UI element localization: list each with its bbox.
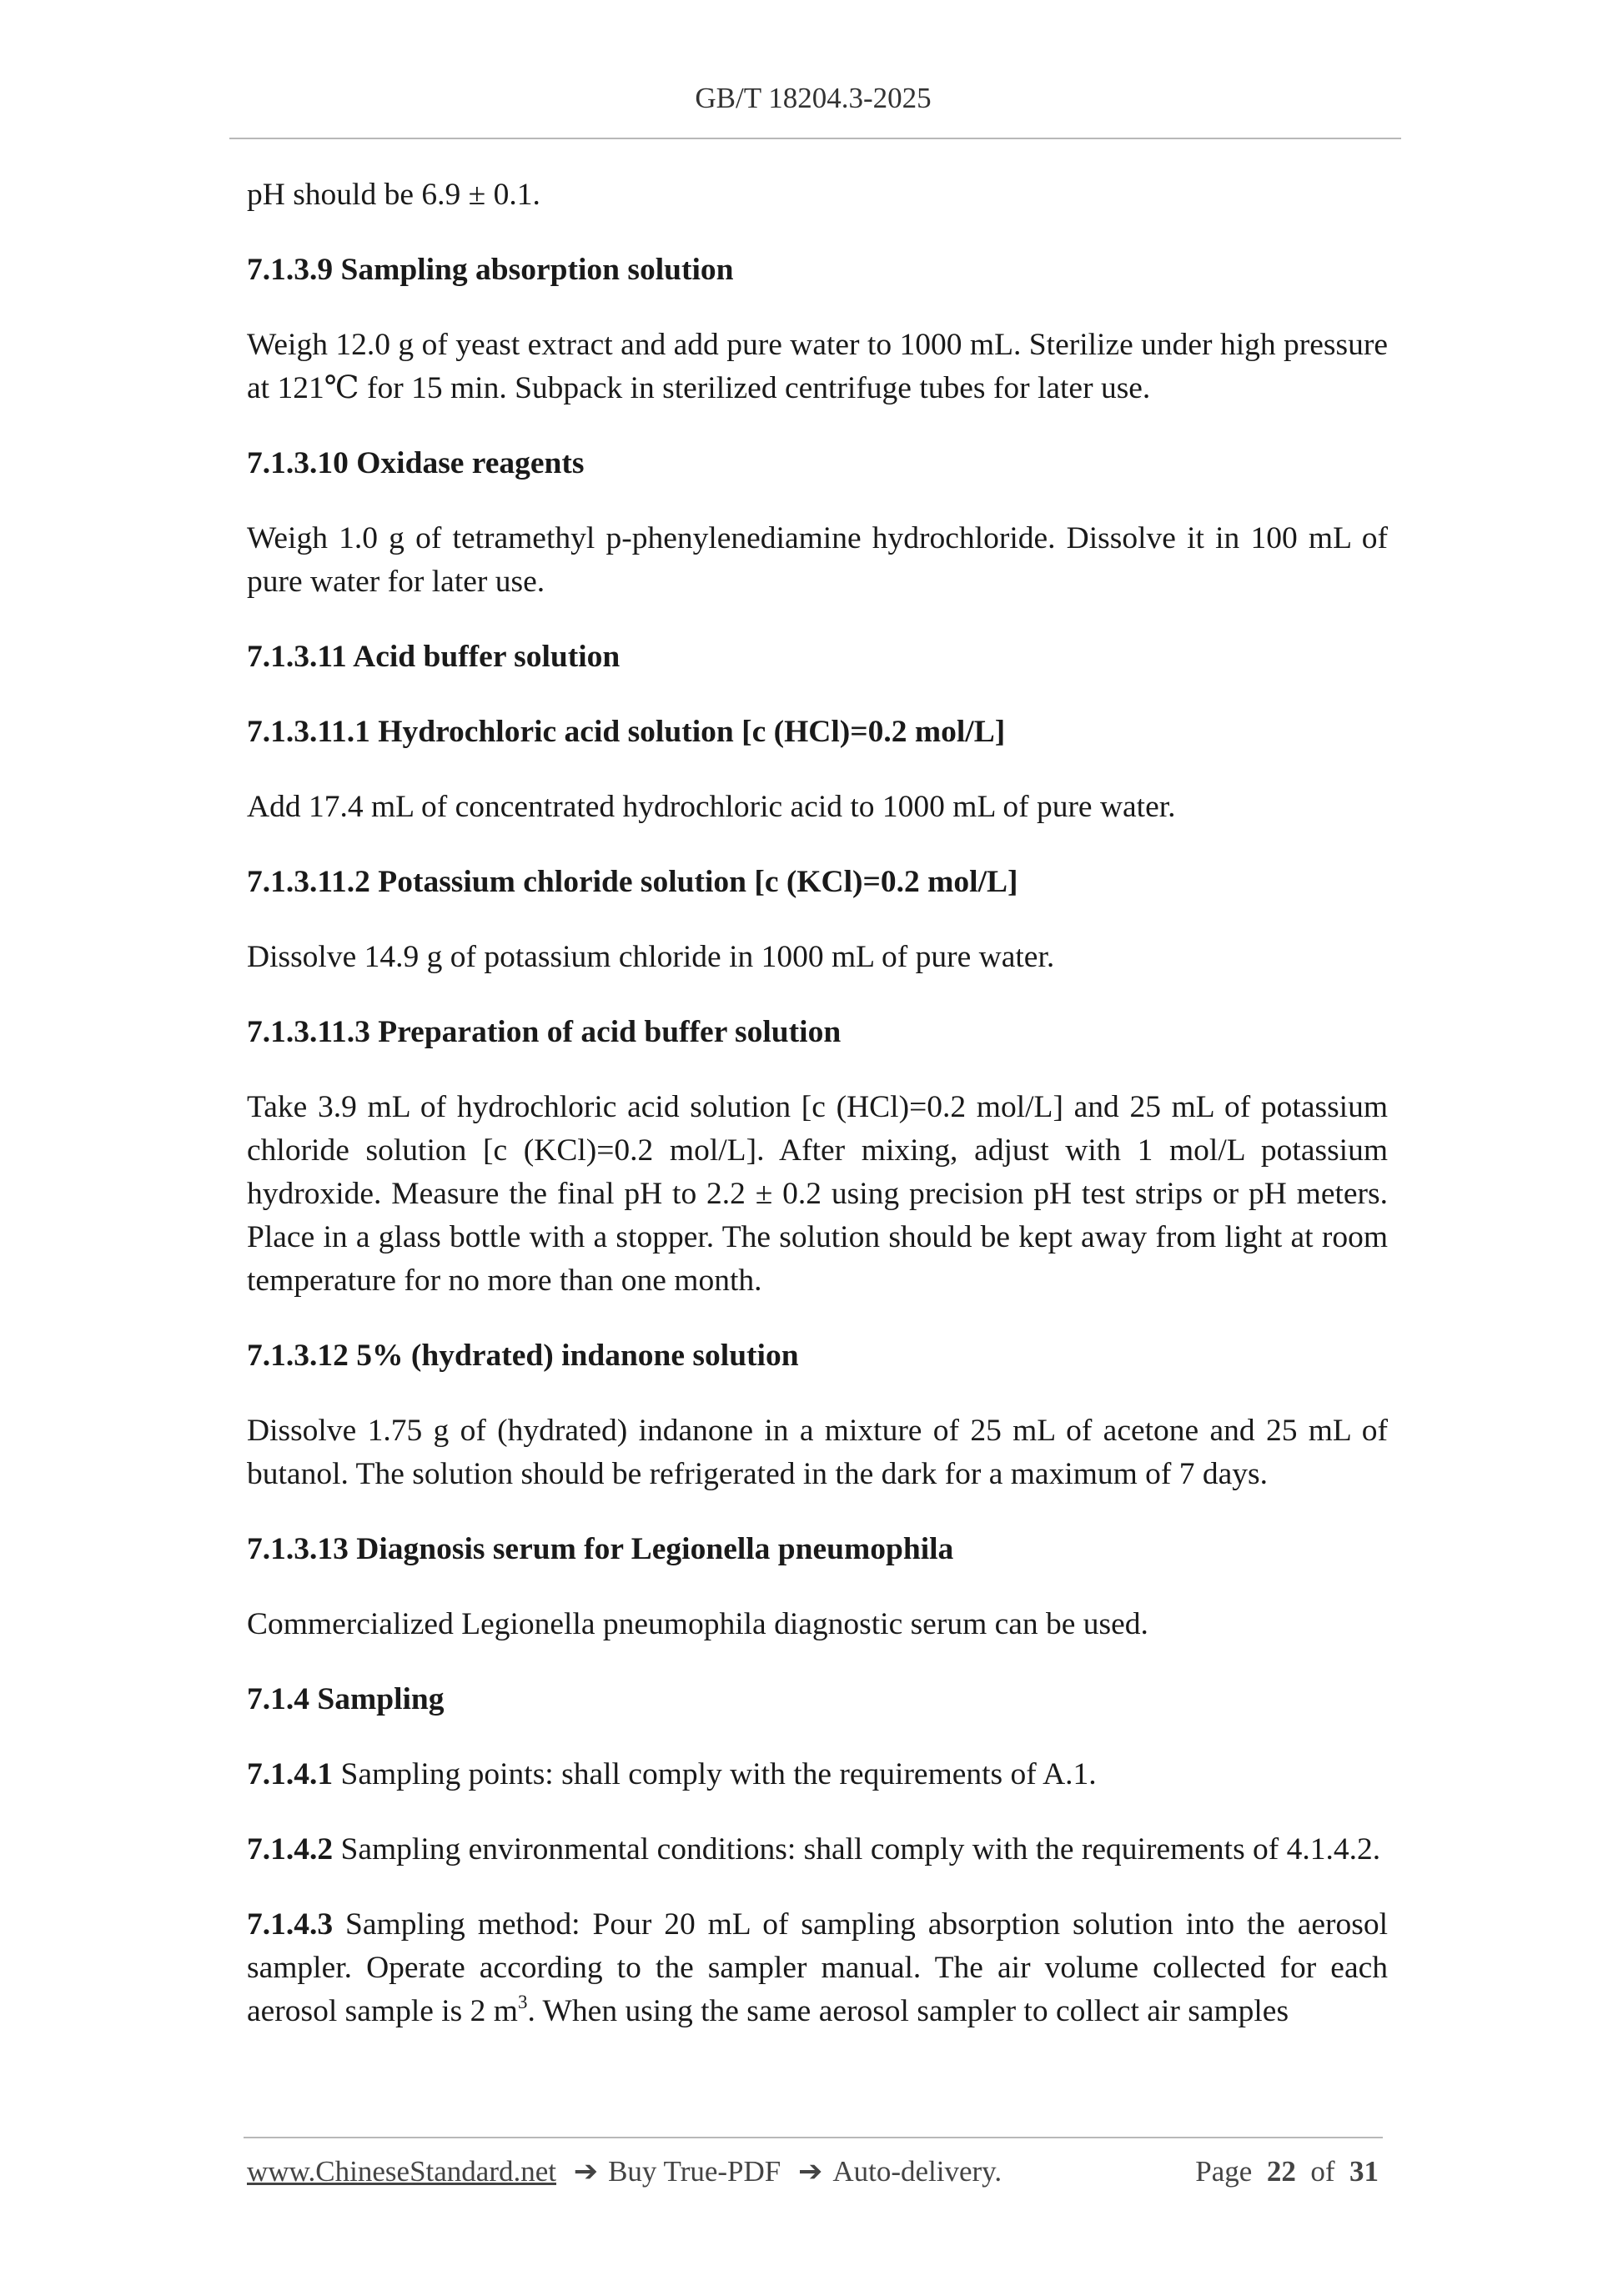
of-label: of: [1310, 2155, 1335, 2188]
clause-number: 7.1.4.2: [247, 1832, 334, 1866]
arrow-right-icon: ➔: [573, 2155, 599, 2188]
clause-7-1-4-1: [247, 1753, 1388, 1796]
page-total: 31: [1349, 2155, 1379, 2188]
clause-text: Sampling points: shall comply with the requirements of A.1.: [333, 1757, 1097, 1791]
auto-delivery-text: Auto-delivery.: [832, 2155, 1002, 2188]
heading-7-1-3-13: 7.1.3.13 Diagnosis serum for Legionella pneumophila: [247, 1532, 954, 1566]
paragraph-7-1-3-12: Dissolve 1.75 g of (hydrated) indanone in a mixture of 25 mL of acetone and 25 mL of butanol. The solution should be refrigerated in the dark for a maximum of 7 days.: [247, 1414, 1388, 1491]
footer-divider: [244, 2137, 1383, 2138]
paragraph-7-1-3-13: Commercialized Legionella pneumophila diagnostic serum can be used.: [247, 1607, 1148, 1641]
heading-7-1-3-11-2: 7.1.3.11.2 Potassium chloride solution [c (KCl)=0.2 mol/L]: [247, 865, 1018, 899]
paragraph-7-1-3-10: Weigh 1.0 g of tetramethyl p-phenylenediamine hydrochloride. Dissolve it in 100 mL of pure water for later use.: [247, 521, 1388, 599]
document-body: [247, 173, 1388, 2065]
heading-7-1-3-9: 7.1.3.9 Sampling absorption solution: [247, 253, 734, 287]
paragraph-7-1-3-9: Weigh 12.0 g of yeast extract and add pure water to 1000 mL. Sterilize under high pressure at 121℃ for 15 min. Subpack in sterilized centrifuge tubes for later use.: [247, 328, 1388, 405]
paragraph-7-1-3-11-1: Add 17.4 mL of concentrated hydrochloric acid to 1000 mL of pure water.: [247, 790, 1176, 824]
page-footer: [247, 2155, 1383, 2188]
arrow-right-icon: ➔: [798, 2155, 823, 2188]
page-number: 22: [1266, 2155, 1296, 2188]
header-divider: [229, 138, 1401, 139]
clause-text: Sampling environmental conditions: shall comply with the requirements of 4.1.4.2.: [333, 1832, 1381, 1866]
heading-7-1-3-11-3: 7.1.3.11.3 Preparation of acid buffer solution: [247, 1015, 842, 1049]
buy-true-pdf-text: Buy True-PDF: [608, 2155, 781, 2188]
heading-7-1-3-11-1: 7.1.3.11.1 Hydrochloric acid solution [c (HCl)=0.2 mol/L]: [247, 715, 1006, 749]
clause-text: Sampling method: Pour 20 mL of sampling absorption solution into the aerosol sampler. Operate according to the sampler manual. The air volume collected for each aerosol sample is 2 m: [247, 1907, 1388, 2028]
paragraph-7-1-3-11-3: Take 3.9 mL of hydrochloric acid solution [c (HCl)=0.2 mol/L] and 25 mL of potassium chloride solution [c (KCl)=0.2 mol/L]. After mixing, adjust with 1 mol/L potassium hydroxide. Measure the final pH to 2.2 ± 0.2 using precision pH test strips or pH meters. Place in a glass bottle with a stopper. The solution should be kept away from light at room temperature for no more than one month.: [247, 1090, 1388, 1298]
superscript-exponent: 3: [517, 1992, 528, 2012]
site-link[interactable]: www.ChineseStandard.net: [247, 2155, 556, 2188]
clause-7-1-4-2: [247, 1828, 1388, 1871]
clause-number: 7.1.4.3: [247, 1907, 334, 1942]
clause-7-1-4-3: [247, 1903, 1388, 2033]
page-label: Page: [1195, 2155, 1253, 2188]
paragraph-7-1-3-11-2: Dissolve 14.9 g of potassium chloride in 1000 mL of pure water.: [247, 940, 1055, 974]
ph-requirement-line: pH should be 6.9 ± 0.1.: [247, 178, 540, 212]
running-header: GB/T 18204.3-2025: [695, 82, 932, 114]
heading-7-1-3-11: 7.1.3.11 Acid buffer solution: [247, 640, 621, 674]
clause-text-continued: . When using the same aerosol sampler to collect air samples: [527, 1994, 1289, 2028]
heading-7-1-3-10: 7.1.3.10 Oxidase reagents: [247, 446, 585, 480]
heading-7-1-4: 7.1.4 Sampling: [247, 1682, 445, 1716]
heading-7-1-3-12: 7.1.3.12 5% (hydrated) indanone solution: [247, 1339, 799, 1373]
clause-number: 7.1.4.1: [247, 1757, 334, 1791]
page-indicator: [1195, 2155, 1379, 2188]
